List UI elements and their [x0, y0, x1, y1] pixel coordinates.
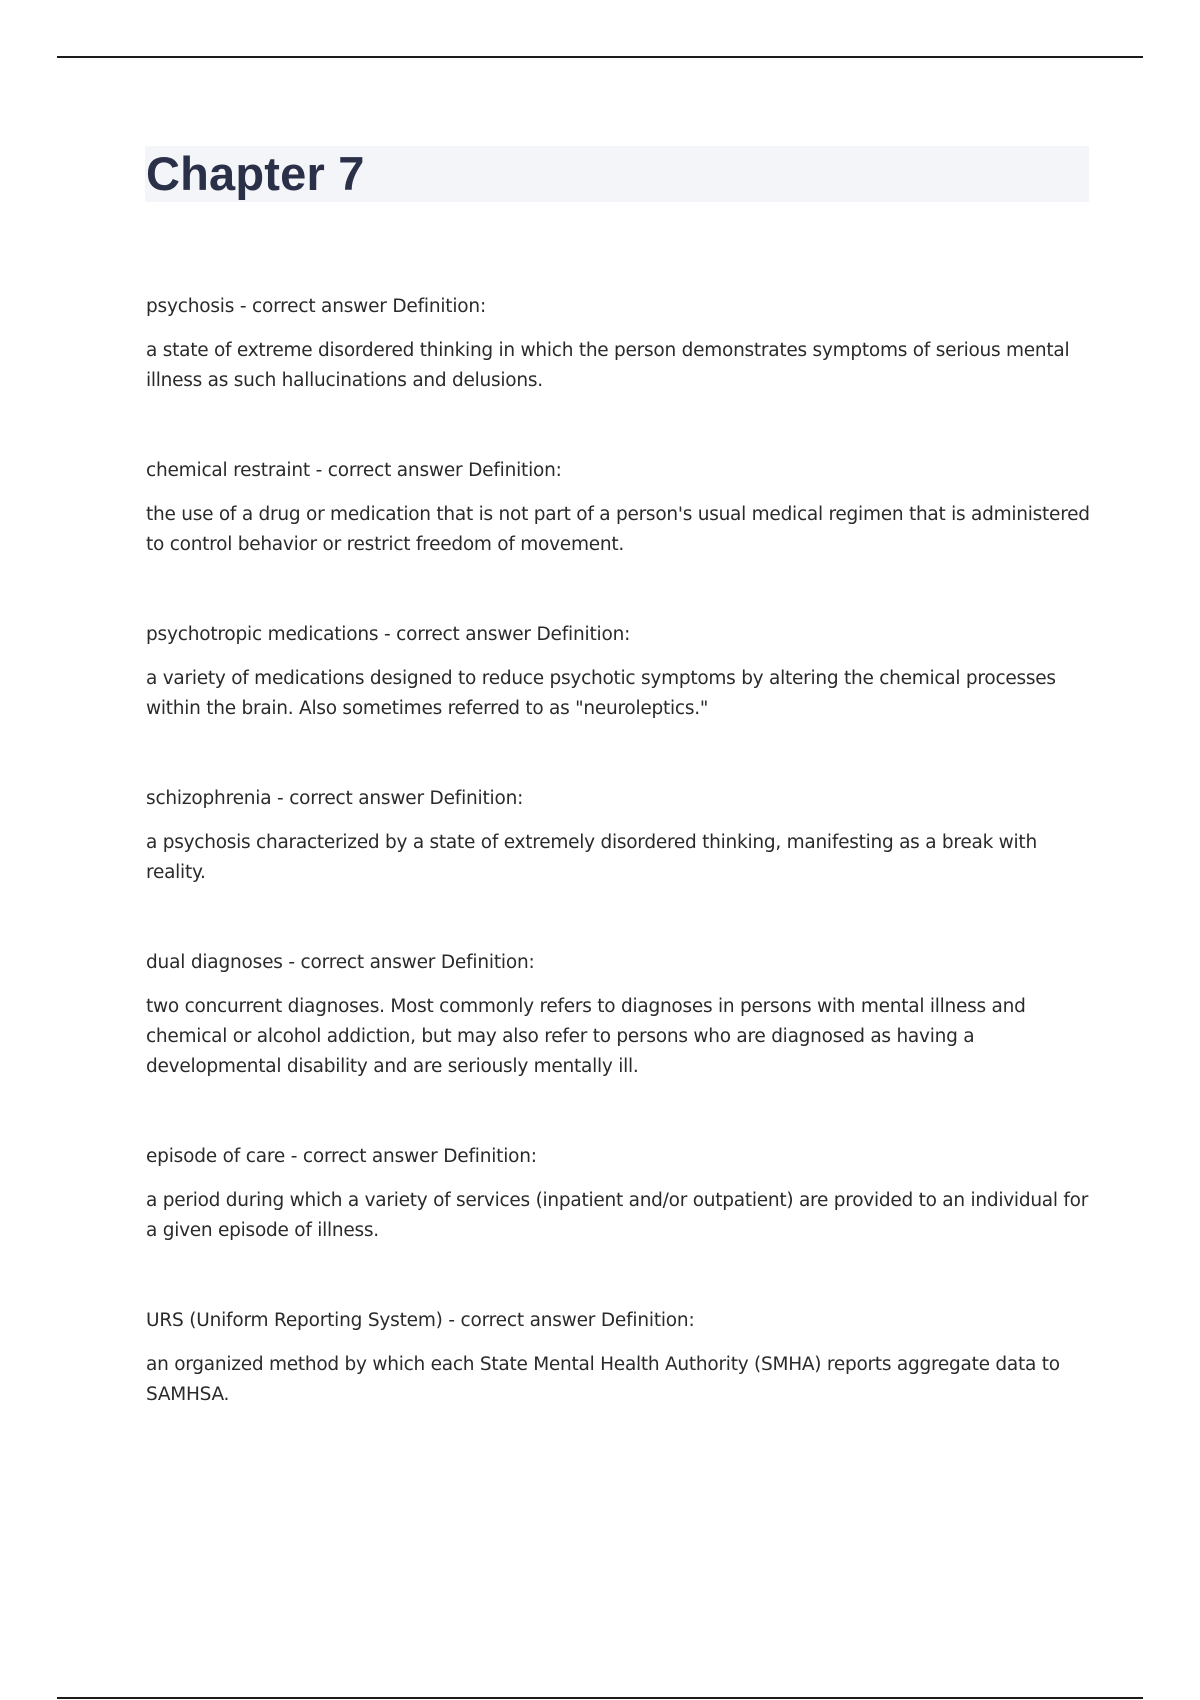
entry-definition: a state of extreme disordered thinking in which the person demonstrates symptoms of serious mental illness as such hallucinations and delusions. [146, 340, 1070, 391]
entry-term: URS (Uniform Reporting System) - correct answer Definition: [146, 1310, 695, 1331]
entry-term: psychosis - correct answer Definition: [146, 296, 486, 317]
definition-entry [146, 948, 1096, 1082]
definition-list [146, 292, 1096, 1470]
entry-definition: the use of a drug or medication that is not part of a person's usual medical regimen that is administered to control behavior or restrict freedom of movement. [146, 504, 1090, 555]
bottom-rule [57, 1697, 1143, 1699]
entry-term: dual diagnoses - correct answer Definition: [146, 952, 535, 973]
definition-entry [146, 620, 1096, 724]
definition-entry [146, 456, 1096, 560]
top-rule [57, 56, 1143, 58]
definition-entry [146, 1142, 1096, 1246]
entry-definition: an organized method by which each State Mental Health Authority (SMHA) reports aggregate data to SAMHSA. [146, 1354, 1060, 1405]
entry-term: chemical restraint - correct answer Definition: [146, 460, 562, 481]
entry-definition: two concurrent diagnoses. Most commonly refers to diagnoses in persons with mental illness and chemical or alcohol addiction, but may also refer to persons who are diagnosed as having a developmental disability and are seriously mentally ill. [146, 996, 1026, 1077]
entry-term: psychotropic medications - correct answer Definition: [146, 624, 631, 645]
entry-definition: a variety of medications designed to reduce psychotic symptoms by altering the chemical processes within the brain. Also sometimes referred to as "neuroleptics." [146, 668, 1056, 719]
entry-term: episode of care - correct answer Definition: [146, 1146, 537, 1167]
entry-term: schizophrenia - correct answer Definition: [146, 788, 524, 809]
entry-definition: a period during which a variety of services (inpatient and/or outpatient) are provided to an individual for a given episode of illness. [146, 1190, 1089, 1241]
definition-entry [146, 1306, 1096, 1410]
page-title: Chapter 7 [146, 147, 365, 200]
definition-entry [146, 784, 1096, 888]
definition-entry [146, 292, 1096, 396]
entry-definition: a psychosis characterized by a state of extremely disordered thinking, manifesting as a break with reality. [146, 832, 1037, 883]
